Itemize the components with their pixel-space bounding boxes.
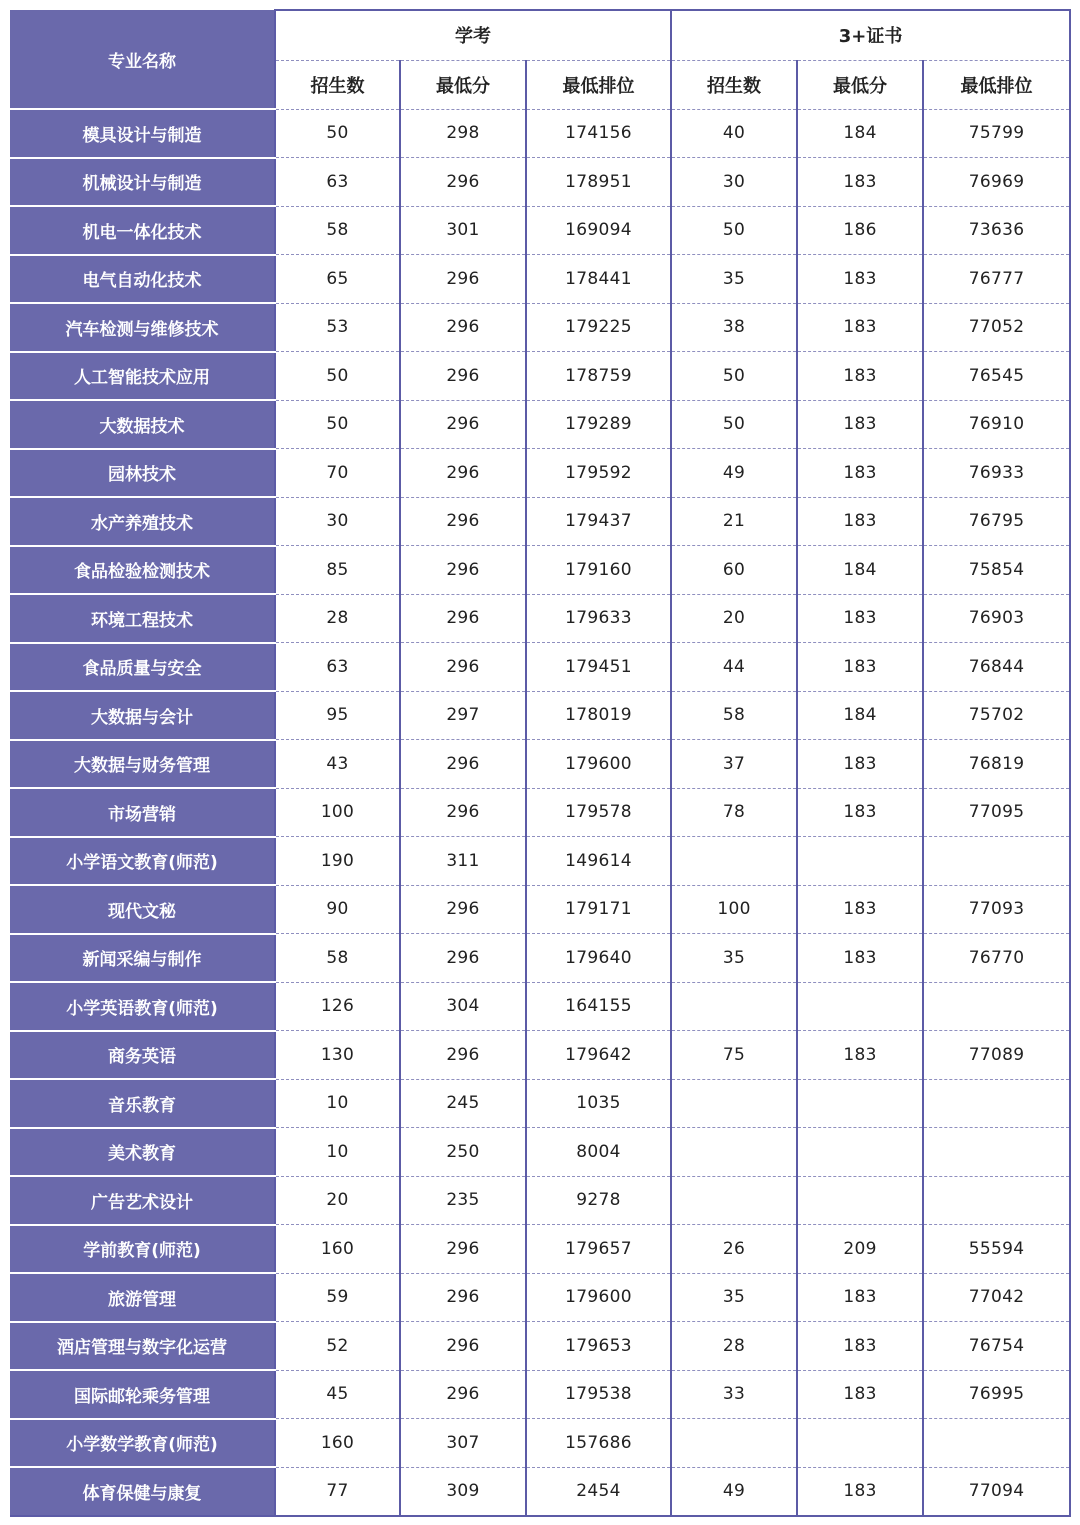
xuekao-min-rank-header: 最低排位 bbox=[526, 60, 671, 109]
xuekao-enrollment-cell: 50 bbox=[275, 400, 400, 449]
cert-min-score-cell: 183 bbox=[797, 1031, 923, 1080]
cert-enrollment-cell bbox=[671, 837, 797, 886]
xuekao-min-rank-cell: 179578 bbox=[526, 788, 671, 837]
xuekao-enrollment-cell: 58 bbox=[275, 206, 400, 255]
cert-min-score-cell: 183 bbox=[797, 1370, 923, 1419]
major-name-cell: 机械设计与制造 bbox=[10, 158, 275, 207]
cert-min-rank-cell: 76969 bbox=[923, 158, 1070, 207]
xuekao-enrollment-cell: 85 bbox=[275, 546, 400, 595]
table-row bbox=[10, 449, 1070, 498]
cert-enrollment-cell: 49 bbox=[671, 449, 797, 498]
xuekao-min-rank-cell: 8004 bbox=[526, 1128, 671, 1177]
major-name-cell: 环境工程技术 bbox=[10, 594, 275, 643]
cert-min-rank-cell: 77089 bbox=[923, 1031, 1070, 1080]
major-name-cell: 体育保健与康复 bbox=[10, 1467, 275, 1516]
xuekao-enrollment-header: 招生数 bbox=[275, 60, 400, 109]
xuekao-enrollment-cell: 59 bbox=[275, 1273, 400, 1322]
cert-enrollment-cell: 35 bbox=[671, 255, 797, 304]
cert-enrollment-cell bbox=[671, 1079, 797, 1128]
xuekao-min-score-cell: 307 bbox=[400, 1419, 526, 1468]
xuekao-min-score-cell: 296 bbox=[400, 1225, 526, 1274]
xuekao-min-score-cell: 297 bbox=[400, 691, 526, 740]
cert-enrollment-cell: 37 bbox=[671, 740, 797, 789]
xuekao-enrollment-cell: 28 bbox=[275, 594, 400, 643]
cert-group-header: 3+证书 bbox=[671, 10, 1070, 60]
cert-enrollment-cell bbox=[671, 1128, 797, 1177]
cert-min-rank-cell: 77042 bbox=[923, 1273, 1070, 1322]
table-row bbox=[10, 497, 1070, 546]
cert-enrollment-header: 招生数 bbox=[671, 60, 797, 109]
cert-min-score-cell: 186 bbox=[797, 206, 923, 255]
cert-min-rank-cell: 76754 bbox=[923, 1322, 1070, 1371]
xuekao-min-rank-cell: 164155 bbox=[526, 982, 671, 1031]
table-row bbox=[10, 400, 1070, 449]
table-row bbox=[10, 546, 1070, 595]
cert-min-score-cell: 183 bbox=[797, 449, 923, 498]
xuekao-min-rank-cell: 1035 bbox=[526, 1079, 671, 1128]
xuekao-min-score-cell: 296 bbox=[400, 303, 526, 352]
cert-min-rank-cell: 77094 bbox=[923, 1467, 1070, 1516]
major-name-cell: 国际邮轮乘务管理 bbox=[10, 1370, 275, 1419]
xuekao-enrollment-cell: 70 bbox=[275, 449, 400, 498]
xuekao-min-score-cell: 296 bbox=[400, 546, 526, 595]
cert-min-rank-cell bbox=[923, 1176, 1070, 1225]
major-name-cell: 电气自动化技术 bbox=[10, 255, 275, 304]
xuekao-enrollment-cell: 90 bbox=[275, 885, 400, 934]
xuekao-enrollment-cell: 95 bbox=[275, 691, 400, 740]
cert-min-score-cell: 183 bbox=[797, 934, 923, 983]
xuekao-min-score-cell: 245 bbox=[400, 1079, 526, 1128]
major-name-cell: 人工智能技术应用 bbox=[10, 352, 275, 401]
cert-enrollment-cell: 58 bbox=[671, 691, 797, 740]
cert-min-rank-cell: 77052 bbox=[923, 303, 1070, 352]
xuekao-min-rank-cell: 179633 bbox=[526, 594, 671, 643]
xuekao-min-rank-cell: 179592 bbox=[526, 449, 671, 498]
xuekao-min-rank-cell: 157686 bbox=[526, 1419, 671, 1468]
xuekao-min-rank-cell: 178019 bbox=[526, 691, 671, 740]
major-name-cell: 水产养殖技术 bbox=[10, 497, 275, 546]
table-row bbox=[10, 691, 1070, 740]
cert-min-rank-cell: 76995 bbox=[923, 1370, 1070, 1419]
xuekao-min-score-cell: 304 bbox=[400, 982, 526, 1031]
xuekao-min-rank-cell: 179289 bbox=[526, 400, 671, 449]
table-row bbox=[10, 158, 1070, 207]
xuekao-enrollment-cell: 50 bbox=[275, 352, 400, 401]
cert-min-score-cell bbox=[797, 1176, 923, 1225]
table-row bbox=[10, 1176, 1070, 1225]
table-row bbox=[10, 303, 1070, 352]
table-row bbox=[10, 1467, 1070, 1516]
major-name-cell: 市场营销 bbox=[10, 788, 275, 837]
xuekao-min-score-cell: 296 bbox=[400, 352, 526, 401]
cert-min-rank-cell: 75799 bbox=[923, 109, 1070, 158]
major-name-cell: 机电一体化技术 bbox=[10, 206, 275, 255]
cert-enrollment-cell: 44 bbox=[671, 643, 797, 692]
xuekao-min-score-cell: 296 bbox=[400, 885, 526, 934]
major-name-cell: 酒店管理与数字化运营 bbox=[10, 1322, 275, 1371]
xuekao-min-rank-cell: 179600 bbox=[526, 740, 671, 789]
major-name-header: 专业名称 bbox=[10, 10, 275, 109]
cert-enrollment-cell: 49 bbox=[671, 1467, 797, 1516]
cert-min-rank-header: 最低排位 bbox=[923, 60, 1070, 109]
xuekao-enrollment-cell: 45 bbox=[275, 1370, 400, 1419]
xuekao-min-rank-cell: 179437 bbox=[526, 497, 671, 546]
table-row bbox=[10, 1128, 1070, 1177]
xuekao-min-score-cell: 296 bbox=[400, 449, 526, 498]
table-row bbox=[10, 1225, 1070, 1274]
xuekao-enrollment-cell: 53 bbox=[275, 303, 400, 352]
cert-min-score-cell: 183 bbox=[797, 303, 923, 352]
cert-min-score-cell: 183 bbox=[797, 1322, 923, 1371]
cert-min-rank-cell: 76819 bbox=[923, 740, 1070, 789]
xuekao-min-rank-cell: 179640 bbox=[526, 934, 671, 983]
cert-min-score-cell: 184 bbox=[797, 691, 923, 740]
xuekao-min-rank-cell: 179657 bbox=[526, 1225, 671, 1274]
xuekao-min-rank-cell: 179653 bbox=[526, 1322, 671, 1371]
major-name-cell: 大数据与财务管理 bbox=[10, 740, 275, 789]
xuekao-enrollment-cell: 160 bbox=[275, 1419, 400, 1468]
cert-enrollment-cell: 50 bbox=[671, 352, 797, 401]
xuekao-min-score-cell: 296 bbox=[400, 1322, 526, 1371]
xuekao-min-rank-cell: 2454 bbox=[526, 1467, 671, 1516]
cert-min-rank-cell bbox=[923, 1079, 1070, 1128]
xuekao-enrollment-cell: 126 bbox=[275, 982, 400, 1031]
cert-enrollment-cell: 78 bbox=[671, 788, 797, 837]
table-row bbox=[10, 643, 1070, 692]
major-name-cell: 美术教育 bbox=[10, 1128, 275, 1177]
xuekao-min-score-cell: 296 bbox=[400, 740, 526, 789]
xuekao-min-score-header: 最低分 bbox=[400, 60, 526, 109]
xuekao-enrollment-cell: 65 bbox=[275, 255, 400, 304]
table-row bbox=[10, 982, 1070, 1031]
major-name-cell: 小学英语教育(师范) bbox=[10, 982, 275, 1031]
cert-enrollment-cell bbox=[671, 1176, 797, 1225]
cert-min-score-cell: 183 bbox=[797, 740, 923, 789]
xuekao-min-rank-cell: 179642 bbox=[526, 1031, 671, 1080]
table-row bbox=[10, 740, 1070, 789]
cert-enrollment-cell: 30 bbox=[671, 158, 797, 207]
cert-min-rank-cell bbox=[923, 1419, 1070, 1468]
cert-min-score-cell: 209 bbox=[797, 1225, 923, 1274]
cert-enrollment-cell: 33 bbox=[671, 1370, 797, 1419]
xuekao-min-score-cell: 296 bbox=[400, 1031, 526, 1080]
cert-min-score-cell: 183 bbox=[797, 255, 923, 304]
cert-enrollment-cell: 100 bbox=[671, 885, 797, 934]
cert-enrollment-cell: 26 bbox=[671, 1225, 797, 1274]
xuekao-min-rank-cell: 149614 bbox=[526, 837, 671, 886]
xuekao-enrollment-cell: 160 bbox=[275, 1225, 400, 1274]
table-row bbox=[10, 1419, 1070, 1468]
major-name-cell: 模具设计与制造 bbox=[10, 109, 275, 158]
major-name-cell: 广告艺术设计 bbox=[10, 1176, 275, 1225]
cert-min-score-cell: 184 bbox=[797, 546, 923, 595]
cert-enrollment-cell: 40 bbox=[671, 109, 797, 158]
xuekao-min-score-cell: 309 bbox=[400, 1467, 526, 1516]
cert-min-rank-cell: 77095 bbox=[923, 788, 1070, 837]
major-name-cell: 大数据与会计 bbox=[10, 691, 275, 740]
xuekao-min-rank-cell: 178441 bbox=[526, 255, 671, 304]
xuekao-min-score-cell: 296 bbox=[400, 643, 526, 692]
cert-min-rank-cell: 76770 bbox=[923, 934, 1070, 983]
xuekao-min-rank-cell: 179160 bbox=[526, 546, 671, 595]
cert-min-score-cell: 183 bbox=[797, 788, 923, 837]
table-row bbox=[10, 934, 1070, 983]
xuekao-min-rank-cell: 179171 bbox=[526, 885, 671, 934]
table-row bbox=[10, 255, 1070, 304]
major-name-cell: 汽车检测与维修技术 bbox=[10, 303, 275, 352]
cert-enrollment-cell bbox=[671, 1419, 797, 1468]
xuekao-min-score-cell: 296 bbox=[400, 400, 526, 449]
cert-enrollment-cell: 50 bbox=[671, 400, 797, 449]
major-name-cell: 食品检验检测技术 bbox=[10, 546, 275, 595]
xuekao-min-rank-cell: 178951 bbox=[526, 158, 671, 207]
xuekao-min-rank-cell: 9278 bbox=[526, 1176, 671, 1225]
cert-min-score-cell bbox=[797, 1128, 923, 1177]
cert-min-score-cell: 183 bbox=[797, 352, 923, 401]
xuekao-min-score-cell: 296 bbox=[400, 788, 526, 837]
cert-min-rank-cell: 75854 bbox=[923, 546, 1070, 595]
cert-min-score-cell: 183 bbox=[797, 158, 923, 207]
xuekao-min-score-cell: 296 bbox=[400, 1370, 526, 1419]
xuekao-enrollment-cell: 30 bbox=[275, 497, 400, 546]
cert-min-score-cell bbox=[797, 837, 923, 886]
major-name-cell: 音乐教育 bbox=[10, 1079, 275, 1128]
xuekao-enrollment-cell: 10 bbox=[275, 1079, 400, 1128]
cert-min-rank-cell: 76903 bbox=[923, 594, 1070, 643]
xuekao-min-rank-cell: 179600 bbox=[526, 1273, 671, 1322]
xuekao-enrollment-cell: 58 bbox=[275, 934, 400, 983]
xuekao-min-score-cell: 235 bbox=[400, 1176, 526, 1225]
xuekao-min-score-cell: 298 bbox=[400, 109, 526, 158]
cert-enrollment-cell: 21 bbox=[671, 497, 797, 546]
cert-min-rank-cell: 76844 bbox=[923, 643, 1070, 692]
cert-min-score-cell: 183 bbox=[797, 594, 923, 643]
xuekao-min-rank-cell: 174156 bbox=[526, 109, 671, 158]
xuekao-min-score-cell: 296 bbox=[400, 255, 526, 304]
cert-enrollment-cell: 60 bbox=[671, 546, 797, 595]
cert-min-rank-cell bbox=[923, 1128, 1070, 1177]
xuekao-min-rank-cell: 179451 bbox=[526, 643, 671, 692]
cert-min-rank-cell: 76910 bbox=[923, 400, 1070, 449]
cert-enrollment-cell: 35 bbox=[671, 1273, 797, 1322]
cert-enrollment-cell: 50 bbox=[671, 206, 797, 255]
major-name-cell: 学前教育(师范) bbox=[10, 1225, 275, 1274]
cert-min-score-cell: 183 bbox=[797, 1467, 923, 1516]
cert-min-score-cell: 183 bbox=[797, 400, 923, 449]
cert-enrollment-cell: 38 bbox=[671, 303, 797, 352]
major-name-cell: 现代文秘 bbox=[10, 885, 275, 934]
cert-min-score-cell bbox=[797, 1419, 923, 1468]
group-header-row bbox=[10, 10, 1070, 60]
cert-min-rank-cell: 55594 bbox=[923, 1225, 1070, 1274]
table-row bbox=[10, 885, 1070, 934]
table-row bbox=[10, 1273, 1070, 1322]
cert-min-score-cell: 184 bbox=[797, 109, 923, 158]
cert-min-score-cell: 183 bbox=[797, 1273, 923, 1322]
major-name-cell: 旅游管理 bbox=[10, 1273, 275, 1322]
major-name-cell: 商务英语 bbox=[10, 1031, 275, 1080]
cert-min-rank-cell: 75702 bbox=[923, 691, 1070, 740]
table-row bbox=[10, 1031, 1070, 1080]
table-row bbox=[10, 1079, 1070, 1128]
cert-min-rank-cell: 76933 bbox=[923, 449, 1070, 498]
table-row bbox=[10, 837, 1070, 886]
xuekao-enrollment-cell: 190 bbox=[275, 837, 400, 886]
cert-enrollment-cell: 35 bbox=[671, 934, 797, 983]
xuekao-min-score-cell: 311 bbox=[400, 837, 526, 886]
xuekao-enrollment-cell: 20 bbox=[275, 1176, 400, 1225]
xuekao-min-rank-cell: 179538 bbox=[526, 1370, 671, 1419]
xuekao-enrollment-cell: 43 bbox=[275, 740, 400, 789]
xuekao-group-header: 学考 bbox=[275, 10, 671, 60]
cert-enrollment-cell: 20 bbox=[671, 594, 797, 643]
xuekao-min-score-cell: 296 bbox=[400, 934, 526, 983]
table-row bbox=[10, 352, 1070, 401]
table-row bbox=[10, 1370, 1070, 1419]
xuekao-min-score-cell: 301 bbox=[400, 206, 526, 255]
major-name-cell: 小学数学教育(师范) bbox=[10, 1419, 275, 1468]
major-name-cell: 新闻采编与制作 bbox=[10, 934, 275, 983]
cert-min-score-header: 最低分 bbox=[797, 60, 923, 109]
cert-min-rank-cell: 76795 bbox=[923, 497, 1070, 546]
xuekao-enrollment-cell: 100 bbox=[275, 788, 400, 837]
xuekao-enrollment-cell: 52 bbox=[275, 1322, 400, 1371]
xuekao-min-score-cell: 296 bbox=[400, 497, 526, 546]
xuekao-enrollment-cell: 50 bbox=[275, 109, 400, 158]
cert-min-score-cell bbox=[797, 982, 923, 1031]
major-name-cell: 大数据技术 bbox=[10, 400, 275, 449]
xuekao-enrollment-cell: 130 bbox=[275, 1031, 400, 1080]
cert-min-score-cell: 183 bbox=[797, 497, 923, 546]
cert-min-rank-cell bbox=[923, 837, 1070, 886]
table-body bbox=[10, 109, 1070, 1516]
admission-score-table bbox=[10, 9, 1071, 1517]
xuekao-enrollment-cell: 63 bbox=[275, 643, 400, 692]
cert-enrollment-cell bbox=[671, 982, 797, 1031]
xuekao-min-rank-cell: 169094 bbox=[526, 206, 671, 255]
cert-min-rank-cell: 76545 bbox=[923, 352, 1070, 401]
xuekao-min-score-cell: 250 bbox=[400, 1128, 526, 1177]
xuekao-enrollment-cell: 63 bbox=[275, 158, 400, 207]
xuekao-min-score-cell: 296 bbox=[400, 1273, 526, 1322]
cert-min-score-cell: 183 bbox=[797, 643, 923, 692]
xuekao-min-score-cell: 296 bbox=[400, 594, 526, 643]
table-row bbox=[10, 788, 1070, 837]
xuekao-enrollment-cell: 10 bbox=[275, 1128, 400, 1177]
xuekao-min-rank-cell: 178759 bbox=[526, 352, 671, 401]
cert-min-rank-cell bbox=[923, 982, 1070, 1031]
table-row bbox=[10, 1322, 1070, 1371]
xuekao-enrollment-cell: 77 bbox=[275, 1467, 400, 1516]
xuekao-min-rank-cell: 179225 bbox=[526, 303, 671, 352]
major-name-cell: 食品质量与安全 bbox=[10, 643, 275, 692]
major-name-cell: 园林技术 bbox=[10, 449, 275, 498]
cert-enrollment-cell: 28 bbox=[671, 1322, 797, 1371]
major-name-cell: 小学语文教育(师范) bbox=[10, 837, 275, 886]
cert-min-rank-cell: 73636 bbox=[923, 206, 1070, 255]
table-row bbox=[10, 109, 1070, 158]
table-row bbox=[10, 206, 1070, 255]
cert-enrollment-cell: 75 bbox=[671, 1031, 797, 1080]
cert-min-rank-cell: 76777 bbox=[923, 255, 1070, 304]
cert-min-score-cell: 183 bbox=[797, 885, 923, 934]
xuekao-min-score-cell: 296 bbox=[400, 158, 526, 207]
table-row bbox=[10, 594, 1070, 643]
cert-min-rank-cell: 77093 bbox=[923, 885, 1070, 934]
cert-min-score-cell bbox=[797, 1079, 923, 1128]
